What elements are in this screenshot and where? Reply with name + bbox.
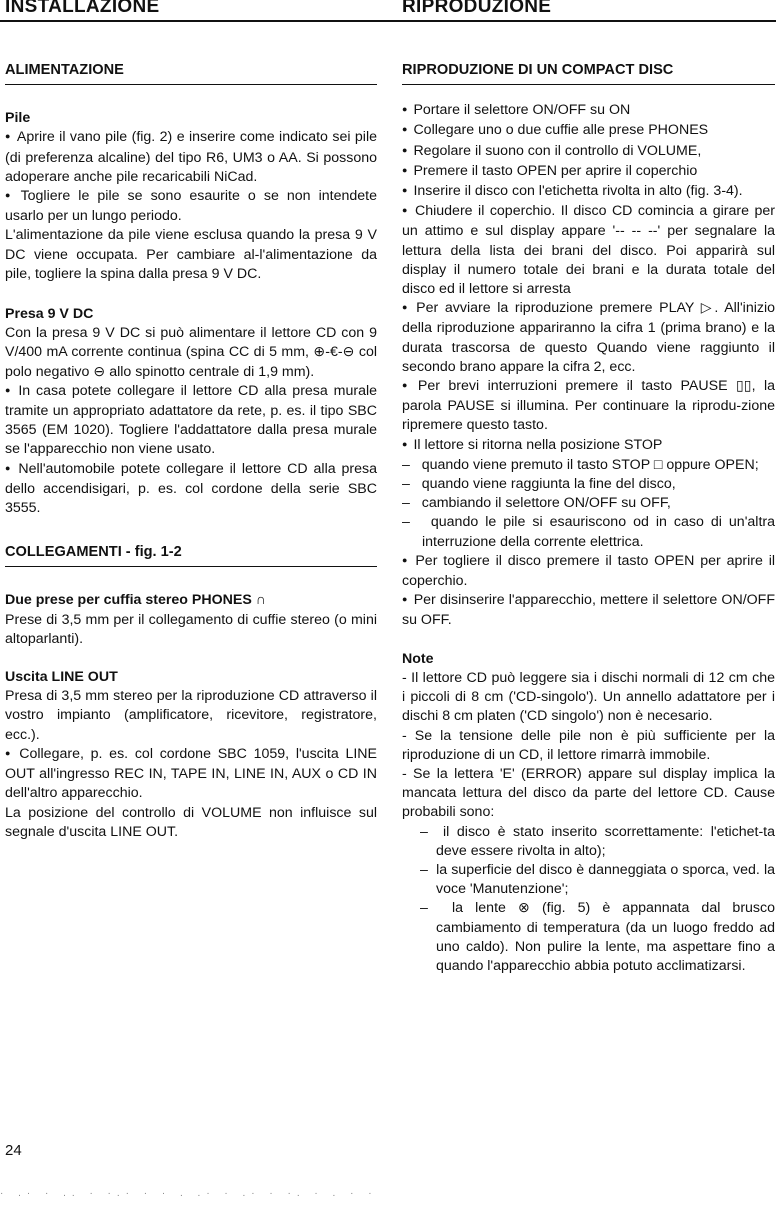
presa-text-b: col polo negativo [5, 344, 378, 380]
cause-text: il disco è stato inserito scorrettamente: l'etichet-ta deve essere rivolta in alto); [436, 823, 775, 859]
cause-text: la lente [452, 900, 506, 917]
stop-item-text: quando viene premuto il tasto STOP □ oppure OPEN; [421, 456, 759, 473]
subheading-pile: Pile [5, 110, 31, 127]
play-continuation: All'inizio della riproduzione appariranno la cifra 1 (prima brano) e la durata trascorsa de questo Quando viene raggiunto il secondo brano appare la cifra 2, ecc. [402, 300, 775, 375]
lens-icon: ⊗ [517, 900, 530, 917]
paragraph-pile-2: ● Togliere le pile se sono esaurite o se non intendete usarlo per un lungo periodo. [5, 187, 377, 226]
bullet-item: ● Per togliere il disco premere il tasto OPEN per aprire il coperchio. [402, 552, 775, 591]
header-rule [0, 20, 776, 22]
bullet-pause [402, 377, 775, 436]
minus-pole-icon: ⊖ [93, 363, 106, 380]
headphones-icon: ∩ [255, 592, 266, 609]
scan-noise: · .· · .. · ·.· · · . .· · .· · ·. · . · · [0, 1188, 378, 1199]
subheading-phones [5, 591, 377, 610]
header-right-title: RIPRODUZIONE [402, 0, 552, 17]
bullet-item: ● Regolare il suono con il controllo di VOLUME, [402, 142, 775, 162]
section-title-alimentazione: ALIMENTAZIONE [5, 61, 377, 85]
bullet-item: ● Inserire il disco con l'etichetta rivolta in alto (fig. 3-4). [402, 182, 775, 202]
presa-text-c: allo spinotto centrale di 1,9 mm). [105, 363, 315, 380]
paragraph-presa-3: ● Nell'automobile potete collegare il lettore CD alla presa dello accendisigari, p. es. col cordone della serie SBC 3555. [5, 460, 377, 519]
cause-text: la superficie del disco è danneggiata o sporca, ved. la voce 'Manutenzione'; [436, 861, 775, 898]
stop-list-item: – quando viene raggiunta la fine del disco, [402, 476, 676, 493]
bullet-play [402, 299, 775, 377]
bullet-item: ● Premere il tasto OPEN per aprire il coperchio [402, 162, 775, 182]
paragraph-lineout-3: La posizione del controllo di VOLUME non influisce sul segnale d'uscita LINE OUT. [5, 804, 377, 840]
play-icon: ▷. [700, 300, 719, 317]
stop-list-item: – cambiando il selettore ON/OFF su OFF, [402, 495, 671, 512]
polarity-symbol-icon: ⊕-€-⊖ [313, 344, 355, 361]
cause-text: (fig. 5) è appannata dal brusco cambiamento di temperatura (da un luogo freddo ad uno caldo). Non pulire la lente, ma aspettare fino a quando l'apparecchio abbia potuto acclimatizarsi. [436, 900, 776, 974]
cause-list-item: – la superficie del disco è danneggiata o sporca, ved. la voce 'Manutenzione'; [420, 861, 775, 898]
right-column [402, 61, 775, 976]
bullet-item: ● Per disinserire l'apparecchio, mettere il selettore ON/OFF su OFF. [402, 591, 775, 630]
cause-list-item: – la lente ⊗ (fig. 5) è appannata dal brusco cambiamento di temperatura (da un luogo freddo ad uno caldo). Non pulire la lente, ma aspettare fino a quando l'apparecchio abbia potuto acclimatizarsi. [420, 900, 776, 974]
paragraph-presa-1 [5, 324, 377, 382]
stop-item-text: cambiando il selettore ON/OFF su OFF, [421, 495, 671, 512]
bullet-item: ● Chiudere il coperchio. Il disco CD comincia a girare per un attimo e sul display appare '-- -- --' per segnalare la lettura della lista dei brani del disco. Poi apparirà sul display il numero totale dei brani e la durata totale del disco ed il lettore si arresta [402, 202, 775, 299]
bullet-item: ● Portare il selettore ON/OFF su ON [402, 101, 775, 121]
note-paragraph: - Se la tensione delle pile non è più sufficiente per la riproduzione di un CD, il lettore rimarrà immobile. [402, 727, 775, 763]
note-paragraph: - Se la lettera 'E' (ERROR) appare sul display implica la mancata lettura del disco da parte del lettore CD. Cause probabili sono: [402, 765, 775, 821]
page-number: 24 [5, 1142, 22, 1159]
presa-text-a: Con la presa 9 V DC si può alimentare il lettore CD con 9 V/400 mA corrente continua (spina CC di 5 mm, [5, 325, 377, 361]
bullet-item: ● Collegare uno o due cuffie alle prese PHONES [402, 121, 775, 141]
stop-item-text: quando le pile si esauriscono od in caso di un'altra interruzione della corrente elettrica. [422, 514, 775, 550]
pause-text-b: , la parola PAUSE si illumina. Per continuare la riprodu-zione ripremere questo tasto. [402, 378, 776, 434]
bullet-stop-intro: ● Il lettore si ritorna nella posizione STOP [402, 436, 775, 456]
paragraph-presa-2: ● In casa potete collegare il lettore CD alla presa murale tramite un appropriato adattatore da rete, p. es. il tipo SBC 3565 (EM 1020). Togliere l'addattatore dalla presa murale se l'apparecchio non viene usato. [5, 382, 377, 460]
pause-text-a: Per brevi interruzioni premere il tasto PAUSE [417, 378, 736, 395]
cause-list-item: – il disco è stato inserito scorrettamente: l'etichet-ta deve essere rivolta in alto); [420, 823, 775, 859]
subheading-presa-9v: Presa 9 V DC [5, 306, 94, 323]
paragraph-pile-3: L'alimentazione da pile viene esclusa quando la presa 9 V DC viene occupata. Per cambiare al-l'alimentazione da pile, togliere la spina dalla presa 9 V DC. [5, 227, 377, 282]
note-paragraph: - Il lettore CD può leggere sia i dischi normali di 12 cm che i piccoli di 8 cm ('CD-singolo'). Un annello adattatore per i dischi 8 cm platen ('CD singolo') non è necesario. [402, 669, 775, 725]
header-left-title: INSTALLAZIONE [5, 0, 160, 17]
stop-item-text: quando viene raggiunta la fine del disco, [421, 476, 676, 493]
pause-icon: ▯▯ [735, 378, 752, 395]
left-column [5, 61, 377, 842]
stop-list-item: – quando viene premuto il tasto STOP □ oppure OPEN; [402, 456, 759, 473]
paragraph-phones: Prese di 3,5 mm per il collegamento di cuffie stereo (o mini altoparlanti). [5, 611, 377, 647]
paragraph-pile-1: ● Aprire il vano pile (fig. 2) e inserire come indicato sei pile (di preferenza alcaline) del tipo R6, UM3 o AA. Si possono adoperare anche pile recaricabili NiCad. [5, 128, 377, 187]
phones-title-text: Due prese per cuffia stereo PHONES [5, 592, 252, 609]
section-title-collegamenti: COLLEGAMENTI - fig. 1-2 [5, 543, 377, 567]
subheading-note: Note [402, 650, 434, 667]
section-title-riproduzione-cd: RIPRODUZIONE DI UN COMPACT DISC [402, 61, 775, 85]
play-text: Per avviare la riproduzione premere PLAY [416, 300, 695, 317]
paragraph-lineout-2: ● Collegare, p. es. col cordone SBC 1059, l'uscita LINE OUT all'ingresso REC IN, TAPE IN, LINE IN, AUX o CD IN dell'altro apparecchio. [5, 745, 377, 804]
subheading-line-out: Uscita LINE OUT [5, 669, 118, 686]
paragraph-lineout-1: Presa di 3,5 mm stereo per la riproduzione CD attraverso il vostro impianto (amplificatore, ricevitore, registratore, ecc.). [5, 688, 377, 743]
stop-list-item: – quando le pile si esauriscono od in caso di un'altra interruzione della corrente elettrica. [402, 514, 775, 550]
